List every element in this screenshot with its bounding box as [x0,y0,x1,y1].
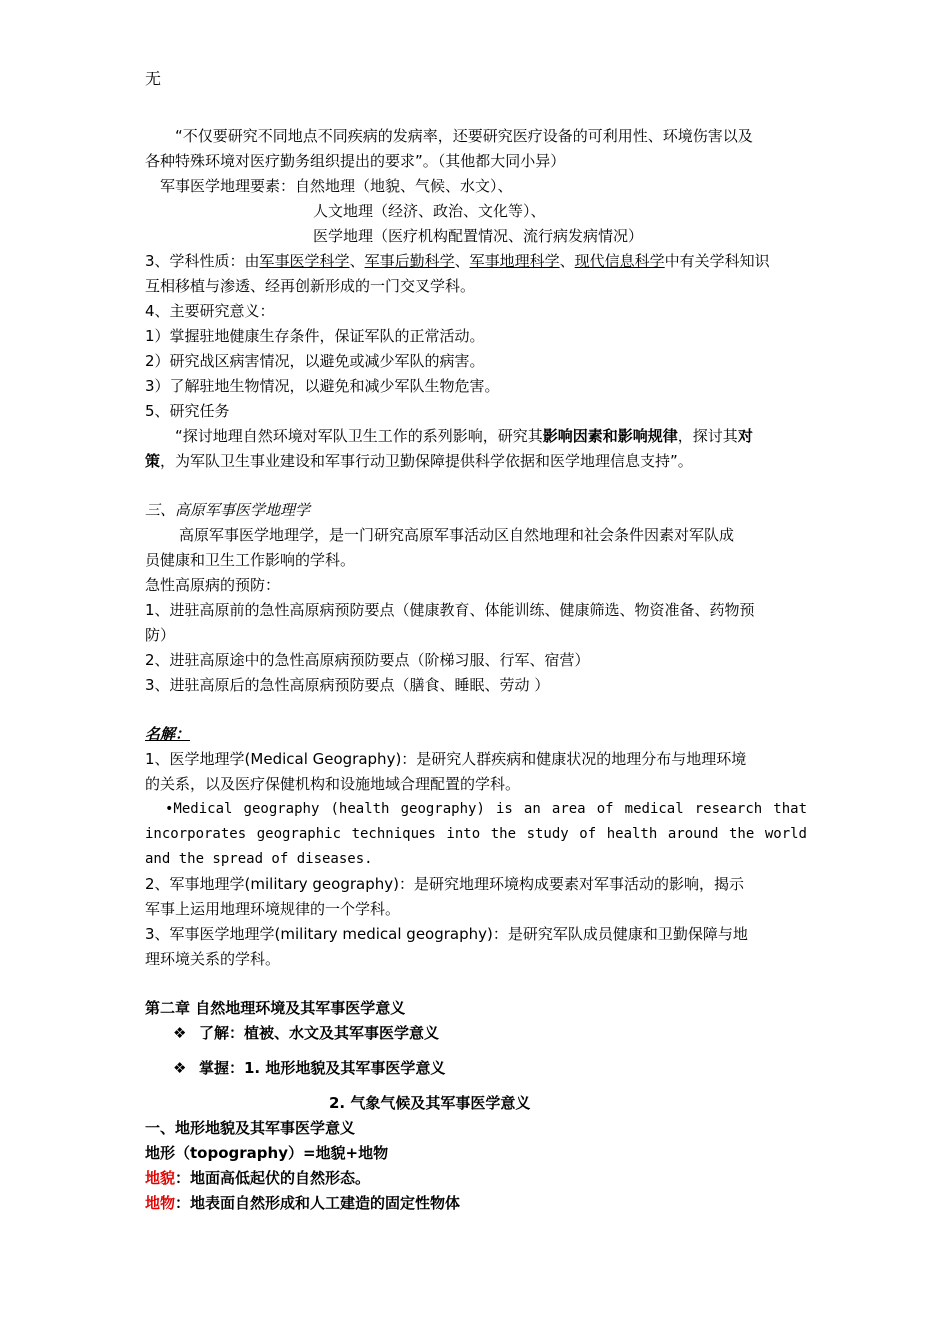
task-bold-2: 对 [737,427,753,445]
landform-def: ：地面高低起伏的自然形态。 [175,1169,371,1187]
landform-definition [145,1166,807,1191]
bullet-understand [145,1021,807,1046]
feature-term: 地物 [145,1194,176,1212]
discipline-3: 军事地理科学 [469,252,560,270]
spacer [145,1081,807,1091]
bullet-understand-text: 了解：植被、水文及其军事医学意义 [199,1024,440,1042]
quote-paragraph-line2: 各种特殊环境对医疗勤务组织提出的要求”。（其他都大同小异） [145,152,566,170]
elements-line2: 人文地理（经济、政治、文化等）、 [313,202,546,220]
nature-sep-1: 、 [349,252,365,270]
landform-term: 地貌 [145,1169,176,1187]
prevention-item1-line1: 1、进驻高原前的急性高原病预防要点（健康教育、体能训练、健康筛选、物资准备、药物预 [145,601,755,619]
prevention-item1-line2: 防） [145,626,176,644]
significance-item: 3）了解驻地生物情况，以避免和减少军队生物危害。 [145,377,500,395]
task-text-2: ，探讨其 [677,427,738,445]
terms-title: 名解： [145,725,191,743]
bullet-master-text: 掌握：1. 地形地貌及其军事医学意义 [199,1059,446,1077]
feature-definition [145,1191,807,1216]
page-header: 无 [145,69,162,88]
master-item-2: 2. 气象气候及其军事医学意义 [329,1094,531,1112]
feature-def: ：地表面自然形成和人工建造的固定性物体 [175,1194,461,1212]
term1-line2: 的关系，以及医疗保健机构和设施地域合理配置的学科。 [145,775,521,793]
task-bold-1: 影响因素和影响规律 [542,427,678,445]
spacer [145,698,807,722]
task-bold-3: 策 [145,452,161,470]
section-topography-title: 一、地形地貌及其军事医学意义 [145,1119,356,1137]
nature-line2: 互相移植与渗透、经再创新形成的一门交叉学科。 [145,277,476,295]
term2-line1: 2、军事地理学(military geography)：是研究地理环境构成要素对军事活动的影响，揭示 [145,875,744,893]
diamond-bullet-icon: ❖ [173,1059,187,1077]
nature-suffix: 中有关学科知识 [664,252,770,270]
elements-line1: 军事医学地理要素：自然地理（地貌、气候、水文）、 [160,177,513,195]
significance-item: 2）研究战区病害情况，以避免或减少军队的病害。 [145,352,485,370]
task-line1 [145,424,807,449]
discipline-1: 军事医学科学 [259,252,350,270]
prevention-item3: 3、进驻高原后的急性高原病预防要点（膳食、睡眠、劳动 ） [145,676,550,694]
significance-title: 4、主要研究意义： [145,302,275,320]
spacer [145,474,807,498]
quote-paragraph-line1: “不仅要研究不同地点不同疾病的发病率，还要研究医疗设备的可利用性、环境伤害以及 [175,127,753,145]
task-title: 5、研究任务 [145,402,230,420]
task-line2 [145,449,807,474]
topography-formula: 地形（topography）=地貌+地物 [145,1144,389,1162]
diamond-bullet-icon: ❖ [173,1024,187,1042]
discipline-4: 现代信息科学 [574,252,665,270]
plateau-def-line1: 高原军事医学地理学，是一门研究高原军事活动区自然地理和社会条件因素对军队成 [179,526,735,544]
nature-prefix: 3、学科性质：由 [145,252,260,270]
elements-line3: 医学地理（医疗机构配置情况、流行病发病情况） [313,227,644,245]
chapter2-title: 第二章 自然地理环境及其军事医学意义 [145,999,406,1017]
document-body [145,124,807,1216]
prevention-title: 急性高原病的预防： [145,576,281,594]
bullet-master [145,1056,807,1081]
spacer [145,1046,807,1056]
prevention-item2: 2、进驻高原途中的急性高原病预防要点（阶梯习服、行军、宿营） [145,651,590,669]
term1-line1: 1、医学地理学(Medical Geography)：是研究人群疾病和健康状况的地理分布与地理环境 [145,750,747,768]
plateau-title: 三、高原军事医学地理学 [145,501,311,519]
term3-line2: 理环境关系的学科。 [145,950,281,968]
nature-sep-3: 、 [559,252,575,270]
term2-line2: 军事上运用地理环境规律的一个学科。 [145,900,401,918]
task-text-3: ，为军队卫生事业建设和军事行动卫勤保障提供科学依据和医学地理信息支持”。 [160,452,693,470]
term3-line1: 3、军事医学地理学(military medical geography)：是研究军队成员健康和卫勤保障与地 [145,925,748,943]
nature-sep-2: 、 [454,252,470,270]
english-definition: •Medical geography (health geography) is an area of medical research that incorporates geographic techniques into the study of health around the world and the spread of diseases. [145,801,807,867]
task-text-1: “探讨地理自然环境对军队卫生工作的系列影响，研究其 [175,427,543,445]
discipline-2: 军事后勤科学 [364,252,455,270]
spacer [145,972,807,996]
nature-line1 [145,249,807,274]
significance-item: 1）掌握驻地健康生存条件，保证军队的正常活动。 [145,327,485,345]
plateau-def-line2: 员健康和卫生工作影响的学科。 [145,551,356,569]
